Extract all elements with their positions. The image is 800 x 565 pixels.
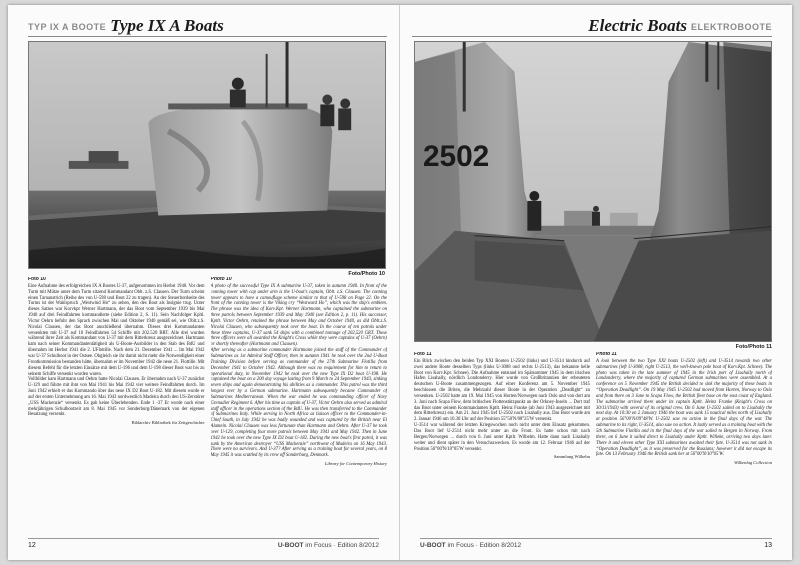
right-page-number: 13: [764, 542, 772, 549]
hull-number-2502: 2502: [422, 140, 490, 174]
right-caption-german-source: Sammlung Wilhelm: [553, 454, 590, 460]
left-page: [8, 5, 400, 560]
photo-10-u37: [28, 41, 386, 269]
right-footer-magazine: [420, 542, 521, 549]
left-caption-german-text: Eine Aufnahme des erfolgreichen IX A Bootes U-37, aufgenommen im Herbst 1940. Vor dem Turm mit Mütze unter dem Turm sitzend Kommandant Oblt. z.S. Clausen. Der Turm scheint einen Tarnanstrich (Reihe des von U-598 und Boot 22 zu tragen). An der Steuerbordseite des Turms ist der Wahlspruch „Westwind Ho“ zu sehen, den des Boot als Insignie trug. Unter dieses Satzes war Korvkpt Werner Hartmann, der das Boot vom September 1939 bis Mai 1940 auf drei Feindfahrten kommandierte (siehe Edition 2, S. 11). Sein Nachfolger Kpltl. Victor Oehrn befuhr den Sprach zwischen Mai und Oktober 1940 gemäß sei, wie Oblt.z.S. Nicolai Clausen, der das Boot anschließend übernahm. Dieses drei Kommandanten versenkten mit U-37 auf 10 Feindfahrten 54 Schiffe mit 202.520 BRT. Alle drei wurden während ihrer Zeit als Kommandant von U-37 mit dem Ritterkreuz ausgezeichnet. Hartmann kam nach seiner Kommandantentätigkeit als U-Boote-Ausbilder in den Stab des BdU und übernahm im Herbst 1941 die 2. UFlottille. Nach dem 21. Dezember 1941 ... Im Mai 1942 war U-37 Schulboot in der Ostsee. Obgleich sie ihr damit nicht mehr die Notwendigkeit einer Frontkommission bestanden hätte, übernahm er im November 1942 die neue 21. Flottille. Mit diesem Befehl für die letzten Einsätze mit dem U-196 und dem U-198 dieser Boot war bis zu seinem Schiffe versenkt worden waren.: [28, 283, 205, 377]
right-header-rule: [412, 36, 772, 37]
left-caption-german-source: Bildarchiv Bibliothek für Zeitgeschichte: [131, 420, 205, 426]
left-page-number: 12: [28, 542, 36, 549]
left-header-title: Type IX A Boats: [110, 16, 224, 35]
right-caption-english-text: A look between the two Type XXI boats U-2502 (left) and U-3514 towards two other submarines (left U-3008, right U-2513, the well-known pale boat of Korv.Kpt. Schnee). The photo was taken in the late summer of 1945 in the Irish port of Lisahally north of Londonderry, where the majority of captured German submarines were assembled. At a conference on 5 November 1945 the British decided to sink the majority of these boats in “Operation Deadlight”. On 19 May 1945 U-2502 had moved from Horten, Norway to Oslo and from there on 3 June to Scapa Flow, the British fleet base on the east coast of England. The submarine arrived there under its captain Kptlt. Heinz Franke (Knight's Cross on 30/11/1943) with several of its original crew. On 6 June U-2502 sailed on to Lisahally the next day. At 10:30 on 2 January 1946 the boat was sunk 15 nautical miles north of Lisahally at position 56°00'N/09°48'W. U-2502 saw no action in the final days of the war. The submarine to its right, U-3514, also saw no action. It lastly served as a training boat with the 5th Submarine Flotilla and in the final days of the war sailed to Bergen in Norway. From there, on 6 June it sailed direct to Lisahally under Kptlt. Willeke, arriving two days later. There it and eleven other Type XXI submarines awaited their fate. U-3514 was not sunk in “Operation Deadlight”, as it was preserved for the Russians; however it did not escape its fate. On 13 February 1946 the British sank her at 56°00'N/10°05'W.: [596, 358, 772, 458]
left-footer-magazine: [278, 542, 379, 549]
right-caption-german-title: Foto 11: [414, 352, 432, 357]
left-page-header: [28, 15, 387, 35]
right-footer-magazine-name: U-BOOT: [420, 542, 446, 549]
left-caption-german-title: Foto 10: [28, 277, 46, 282]
right-caption-german-text-2: U-3514 war während der letzten Kriegswochen noch nicht unter dem Einsatz gekommen. Das Boot lief U-2514 nicht mehr unter an die Front. Es hatte schon mit nach Bergen/Norwegen ... durch von 6. Juni unter Kptlt. Wilbelm. Hatte dann nach Lisahally weiter und dient später in den Versuchszwecken. Es wurde am 12. Februar 1946 auf der Position 56°00'N/10°05'W versenkt.: [414, 423, 590, 452]
left-header-german: TYP IX A BOOTE: [28, 22, 107, 32]
left-caption-english: [211, 277, 388, 525]
left-caption-english-source: Library for Contemporary History: [324, 461, 387, 467]
right-captions: [414, 352, 772, 525]
left-caption-english-text: A photo of the successful Type IX A submarine U-37, taken in autumn 1940. In front of the conning tower with cap under arm is the U-boat's captain, Oblt. z.S. Clausen. The conning tower appears to have a camouflage scheme similar to that of U-598 on Page 22. On the front of the conning tower is the Viking cry “Westward Ho”, which was the ship's emblem. The phrase was the idea of Korv.Kpt. Werner Hartmann, who captained the submarine on three patrols between September 1939 and May 1940 (see Edition 2, p. 11). His successor, Kptlt. Victor Oehrn, retained the phrase between May and October 1940, as did Oblt.z.S. Nicolai Clausen, who subsequently took over the boat. In the course of ten patrols under these three captains, U-37 sank 54 ships with a combined tonnage of 202,520 GRT. These three officers were all awarded the Knight's Cross while they were captains of U-37 (Oehrn) or shortly thereafter (Hartmann and Clausen).: [210, 283, 387, 348]
left-photo-credit: Foto/Photo 10: [348, 271, 385, 277]
right-caption-german-text: Ein Blick zwischen den beiden Typ XXI Booten U-2502 (links) und U-3514 hindurch auf zwei andere Boote desselben Typs (links U-3008 und rechts U-2513), das bekannte helle Boot von Korv.Kpt. Schnee). Die Aufnahme entstand im Spätsommer 1945 in dem irischen Hafen Lisahally, nördlich Londonderry. Hier wurde von Großbritannien der erbeuteten deutschen U-Boote zusammengezogen. Auf einer Konferenz am 5. November 1945 beschlossen die Briten, die Mehrzahl dieser Boote in der Operation „Deadlight“ zu versenken. U-2502 hatte am 19. Mai 1945 von Horten/Norwegen nach Oslo und von dort am 3. Juni nach Scapa Flow, dem britischen Flottenstützpunkt an der Orkney-Inseln ... Dort traf das Boot unter seinem Kommandanten Kptlt. Heinz Franke (ab Juni 1943 ausgezeichnet mit dem Ritterkreuz) ein. Am 21. Juni 1945 lief U-2502 nach Lisahally aus. Das Boot wurde am 2. Januar 1946 um 10.30 Uhr auf der Position 55°50'N/08°25'W versenkt.: [414, 358, 590, 423]
right-photo-credit: Foto/Photo 11: [735, 344, 772, 350]
left-header-rule: [28, 36, 387, 37]
left-caption-german-text-2: Vollbilder kam Hartmann und Oehrn hatte Nicolai Clausen. Er übernahm nach U-37 zunächst U-129 und führte mit ihm von Mai 1941 bis Mai 1942 vier weitere Feindfahrten durch. Im Juni 1942 erhielt er das Kommando über das neue IX D2 Boot U-182. Mit diesem wurde er auf der ersten Unternehmung am 16. Mai 1943 nordwestlich Madeira durch den US-Zerstörer „USS Mackenzie“ versenkt. Es gab keine Überlebenden. Ende 1 -37 Er wurde nach einer mehrjährigen Schulbootzeit am 8. Mai 1945 vor Sonderburg/Dänemark von der eigenen Besatzung versenkt.: [28, 377, 205, 418]
right-header-german: ELEKTROBOOTE: [690, 22, 772, 32]
left-caption-english-title: Photo 10: [210, 277, 232, 282]
left-footer: [28, 538, 379, 552]
photo-11-type-xxi-boats: [414, 41, 772, 342]
left-captions: [28, 277, 387, 525]
left-footer-magazine-name: U-BOOT: [277, 542, 304, 549]
right-header-title: Electric Boats: [588, 16, 687, 35]
left-caption-english-text-2: After serving as a submarine commander Hartmann joined the staff of the Commander of Submarines as 1st Admiral Staff Officer, then in autumn 1941 he took over the 2nd U-Boat Training Division before serving as commander of the 27th Submarine Flotilla from December 1941 to October 1942. Although there was no requirement for him to return to operational duty, in November 1942 he took over the new Type IX D2 boat U-198. He captained the boat on a 200 day voyage lasting from 9 March to 24 September 1943, sinking seven ships and again demonstrating his abilities as a commander. This patrol was the third longest ever by a German submarine. Hartmann subsequently became Commander of Submarines Mediterranean. When the war ended he was commanding officer of Navy Grenadier Regiment 6. After his time as captain of U-37, Victor Oehrn also served as admiral staff officer in the operations section of the BdU. He was then transferred to the Commander of Submarines Italy. While serving in North Africa as liaison officer to the Commander-in-Chief South, in July 1942 he was badly wounded and was captured by the British near El Alamein. Nicolai Clausen was less fortunate than Hartmann and Oehrn. After U-37 he took over U-129, completing four more patrols between May 1941 and May 1942. Then in June 1942 he took over the new Type IX D2 boat U-182. During the new boat's first patrol, it was sunk by the American destroyer “USS Mackenzie” northwest of Madeira on 16 May 1943. There were no survivors. And U-37? After serving as a training boat for several years, on 8 May 1945 it was scuttled by its crew off Sonderburg, Denmark.: [210, 348, 387, 459]
right-page-header: [412, 15, 772, 35]
right-caption-english: [596, 352, 772, 525]
right-page: [400, 5, 792, 560]
magazine-spread: [8, 5, 792, 560]
left-caption-german: [28, 277, 205, 525]
right-caption-german: [414, 352, 590, 525]
left-footer-magazine-edition: im Focus · Edition 8/2012: [305, 542, 379, 549]
right-caption-english-title: Photo 11: [596, 352, 617, 357]
right-footer-magazine-edition: im Focus · Edition 8/2012: [447, 542, 522, 549]
right-caption-english-source: Wilkenlag Collection: [734, 460, 772, 466]
right-footer: [420, 538, 772, 552]
